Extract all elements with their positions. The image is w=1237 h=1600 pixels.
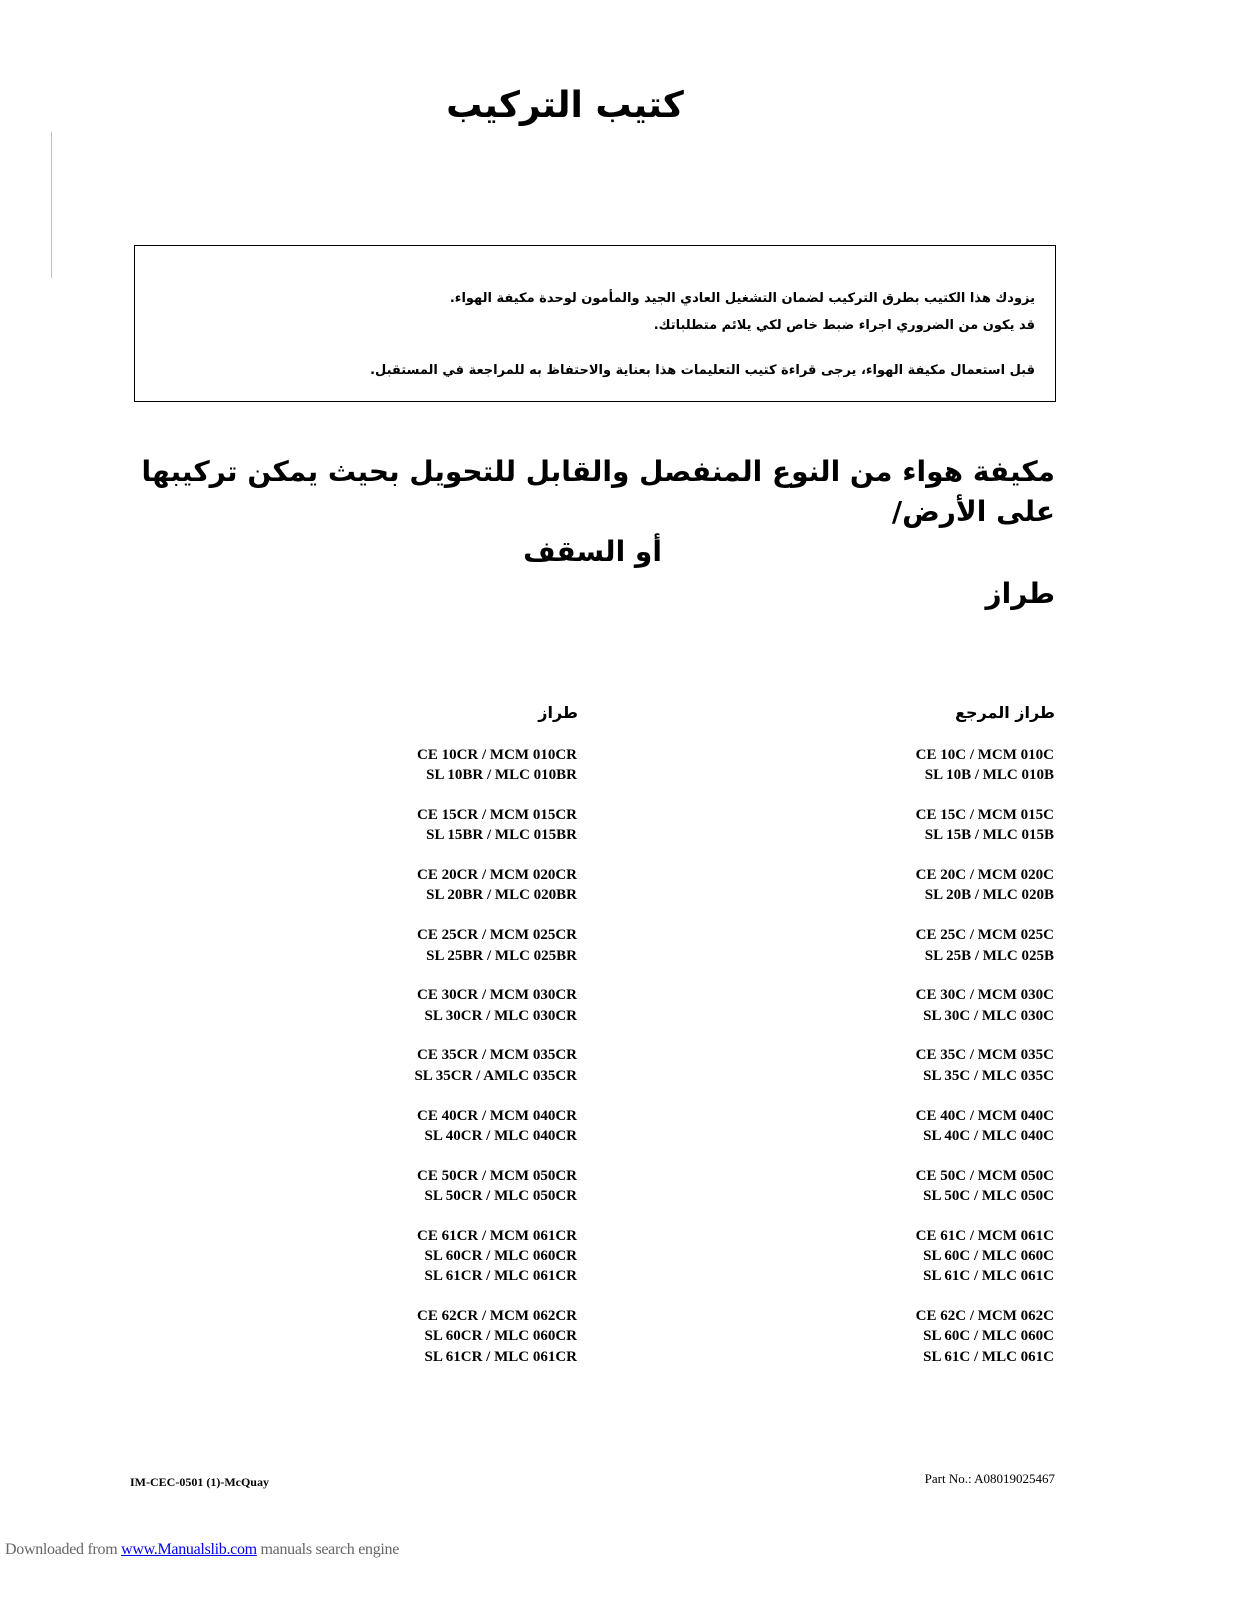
document-title: كتيب التركيب [446, 85, 684, 126]
model-line: SL 20B / MLC 020B [924, 887, 1054, 904]
model-group [754, 1045, 1054, 1086]
product-title-line-1: مكيفة هواء من النوع المنفصل والقابل للتحويل بحيث يمكن تركيبها على الأرض/ [141, 455, 1055, 528]
model-line: SL 25B / MLC 025B [924, 947, 1054, 964]
model-group [277, 1306, 577, 1367]
model-line: CE 50C / MCM 050C [915, 1167, 1054, 1184]
model-line: SL 61C / MLC 061C [923, 1268, 1054, 1285]
model-line: SL 15B / MLC 015B [924, 827, 1054, 844]
model-line: CE 40C / MCM 040C [915, 1107, 1054, 1124]
model-line: CE 10CR / MCM 010CR [417, 747, 577, 763]
model-group [277, 1106, 577, 1147]
download-suffix: manuals search engine [256, 1541, 400, 1558]
model-group [754, 1306, 1054, 1367]
reference-model-header: طراز المرجع [955, 703, 1055, 722]
model-line: SL 10B / MLC 010B [924, 767, 1054, 784]
part-number: Part No.: A08019025467 [924, 1471, 1055, 1486]
model-line: SL 35CR / AMLC 035CR [414, 1067, 577, 1084]
model-line: CE 30CR / MCM 030CR [417, 987, 577, 1004]
manualslib-link[interactable]: www.Manualslib.com [121, 1541, 257, 1558]
model-line: CE 20CR / MCM 020CR [417, 867, 577, 884]
product-title [130, 452, 1055, 572]
model-line: CE 15C / MCM 015C [915, 807, 1054, 824]
model-line: CE 30C / MCM 030C [915, 987, 1054, 1004]
model-line: SL 30C / MLC 030C [923, 1007, 1054, 1024]
model-line: CE 25C / MCM 025C [915, 927, 1054, 944]
model-line: CE 35CR / MCM 035CR [417, 1047, 577, 1064]
model-line: SL 40C / MLC 040C [923, 1127, 1054, 1144]
model-line: SL 50CR / MLC 050CR [424, 1187, 577, 1204]
model-line: SL 60C / MLC 060C [923, 1248, 1054, 1265]
model-line: SL 30CR / MLC 030CR [424, 1007, 577, 1024]
model-line: CE 25CR / MCM 025CR [417, 927, 577, 944]
model-line: SL 61CR / MLC 061CR [424, 1348, 577, 1365]
model-line: SL 60C / MLC 060C [923, 1328, 1054, 1345]
model-line: SL 15BR / MLC 015BR [426, 827, 577, 844]
product-title-line-2: أو السقف [523, 535, 662, 568]
model-line: SL 61CR / MLC 061CR [424, 1268, 577, 1285]
model-line: SL 20BR / MLC 020BR [426, 887, 577, 904]
model-group [754, 985, 1054, 1026]
model-line: SL 40CR / MLC 040CR [424, 1127, 577, 1144]
model-group [754, 745, 1054, 786]
model-line: SL 35C / MLC 035C [923, 1067, 1054, 1084]
model-line: CE 20C / MCM 020C [915, 867, 1054, 884]
model-group [277, 805, 577, 846]
model-group [754, 1166, 1054, 1207]
model-heading: طراز [985, 577, 1055, 610]
model-line: CE 40CR / MCM 040CR [417, 1107, 577, 1124]
model-group [277, 865, 577, 906]
model-group [277, 745, 577, 786]
notice-line-2: قد يكون من الضروري اجراء ضبط خاص لكي يلائم متطلباتك. [653, 318, 1035, 333]
model-line: SL 50C / MLC 050C [923, 1187, 1054, 1204]
model-line: CE 62CR / MCM 062CR [417, 1308, 577, 1325]
model-line: SL 61C / MLC 061C [923, 1348, 1054, 1365]
download-prefix: Downloaded from [5, 1541, 122, 1558]
model-line: SL 10BR / MLC 010BR [426, 767, 577, 784]
model-line: CE 62C / MCM 062C [915, 1308, 1054, 1325]
model-line: SL 60CR / MLC 060CR [424, 1248, 577, 1265]
model-group [754, 1226, 1054, 1287]
model-line: CE 61C / MCM 061C [915, 1227, 1054, 1244]
model-group [277, 1045, 577, 1086]
model-list [277, 745, 577, 1387]
model-line: CE 35C / MCM 035C [915, 1047, 1054, 1064]
model-group [277, 1226, 577, 1287]
document-code: IM-CEC-0501 (1)-McQuay [130, 1475, 269, 1489]
notice-line-3: قبل استعمال مكيفة الهواء، يرجى قراءة كتيب التعليمات هذا بعناية والاحتفاظ به للمراجعة في المستقبل. [370, 363, 1035, 378]
download-footer [5, 1541, 399, 1559]
model-line: SL 60CR / MLC 060CR [424, 1328, 577, 1345]
model-group [754, 865, 1054, 906]
reference-model-list [754, 745, 1054, 1387]
notice-box [134, 245, 1056, 402]
model-line: CE 61CR / MCM 061CR [417, 1227, 577, 1244]
model-header: طراز [538, 703, 578, 722]
model-group [754, 925, 1054, 966]
model-group [277, 1166, 577, 1207]
model-group [277, 925, 577, 966]
model-group [754, 805, 1054, 846]
margin-rule [51, 132, 52, 278]
model-line: SL 25BR / MLC 025BR [426, 947, 577, 964]
model-group [754, 1106, 1054, 1147]
model-line: CE 15CR / MCM 015CR [417, 807, 577, 824]
model-group [277, 985, 577, 1026]
model-line: CE 10C / MCM 010C [915, 747, 1054, 763]
notice-line-1: يزودك هذا الكتيب بطرق التركيب لضمان التشغيل العادي الجيد والمأمون لوحدة مكيفة الهواء. [449, 291, 1035, 306]
model-line: CE 50CR / MCM 050CR [417, 1167, 577, 1184]
